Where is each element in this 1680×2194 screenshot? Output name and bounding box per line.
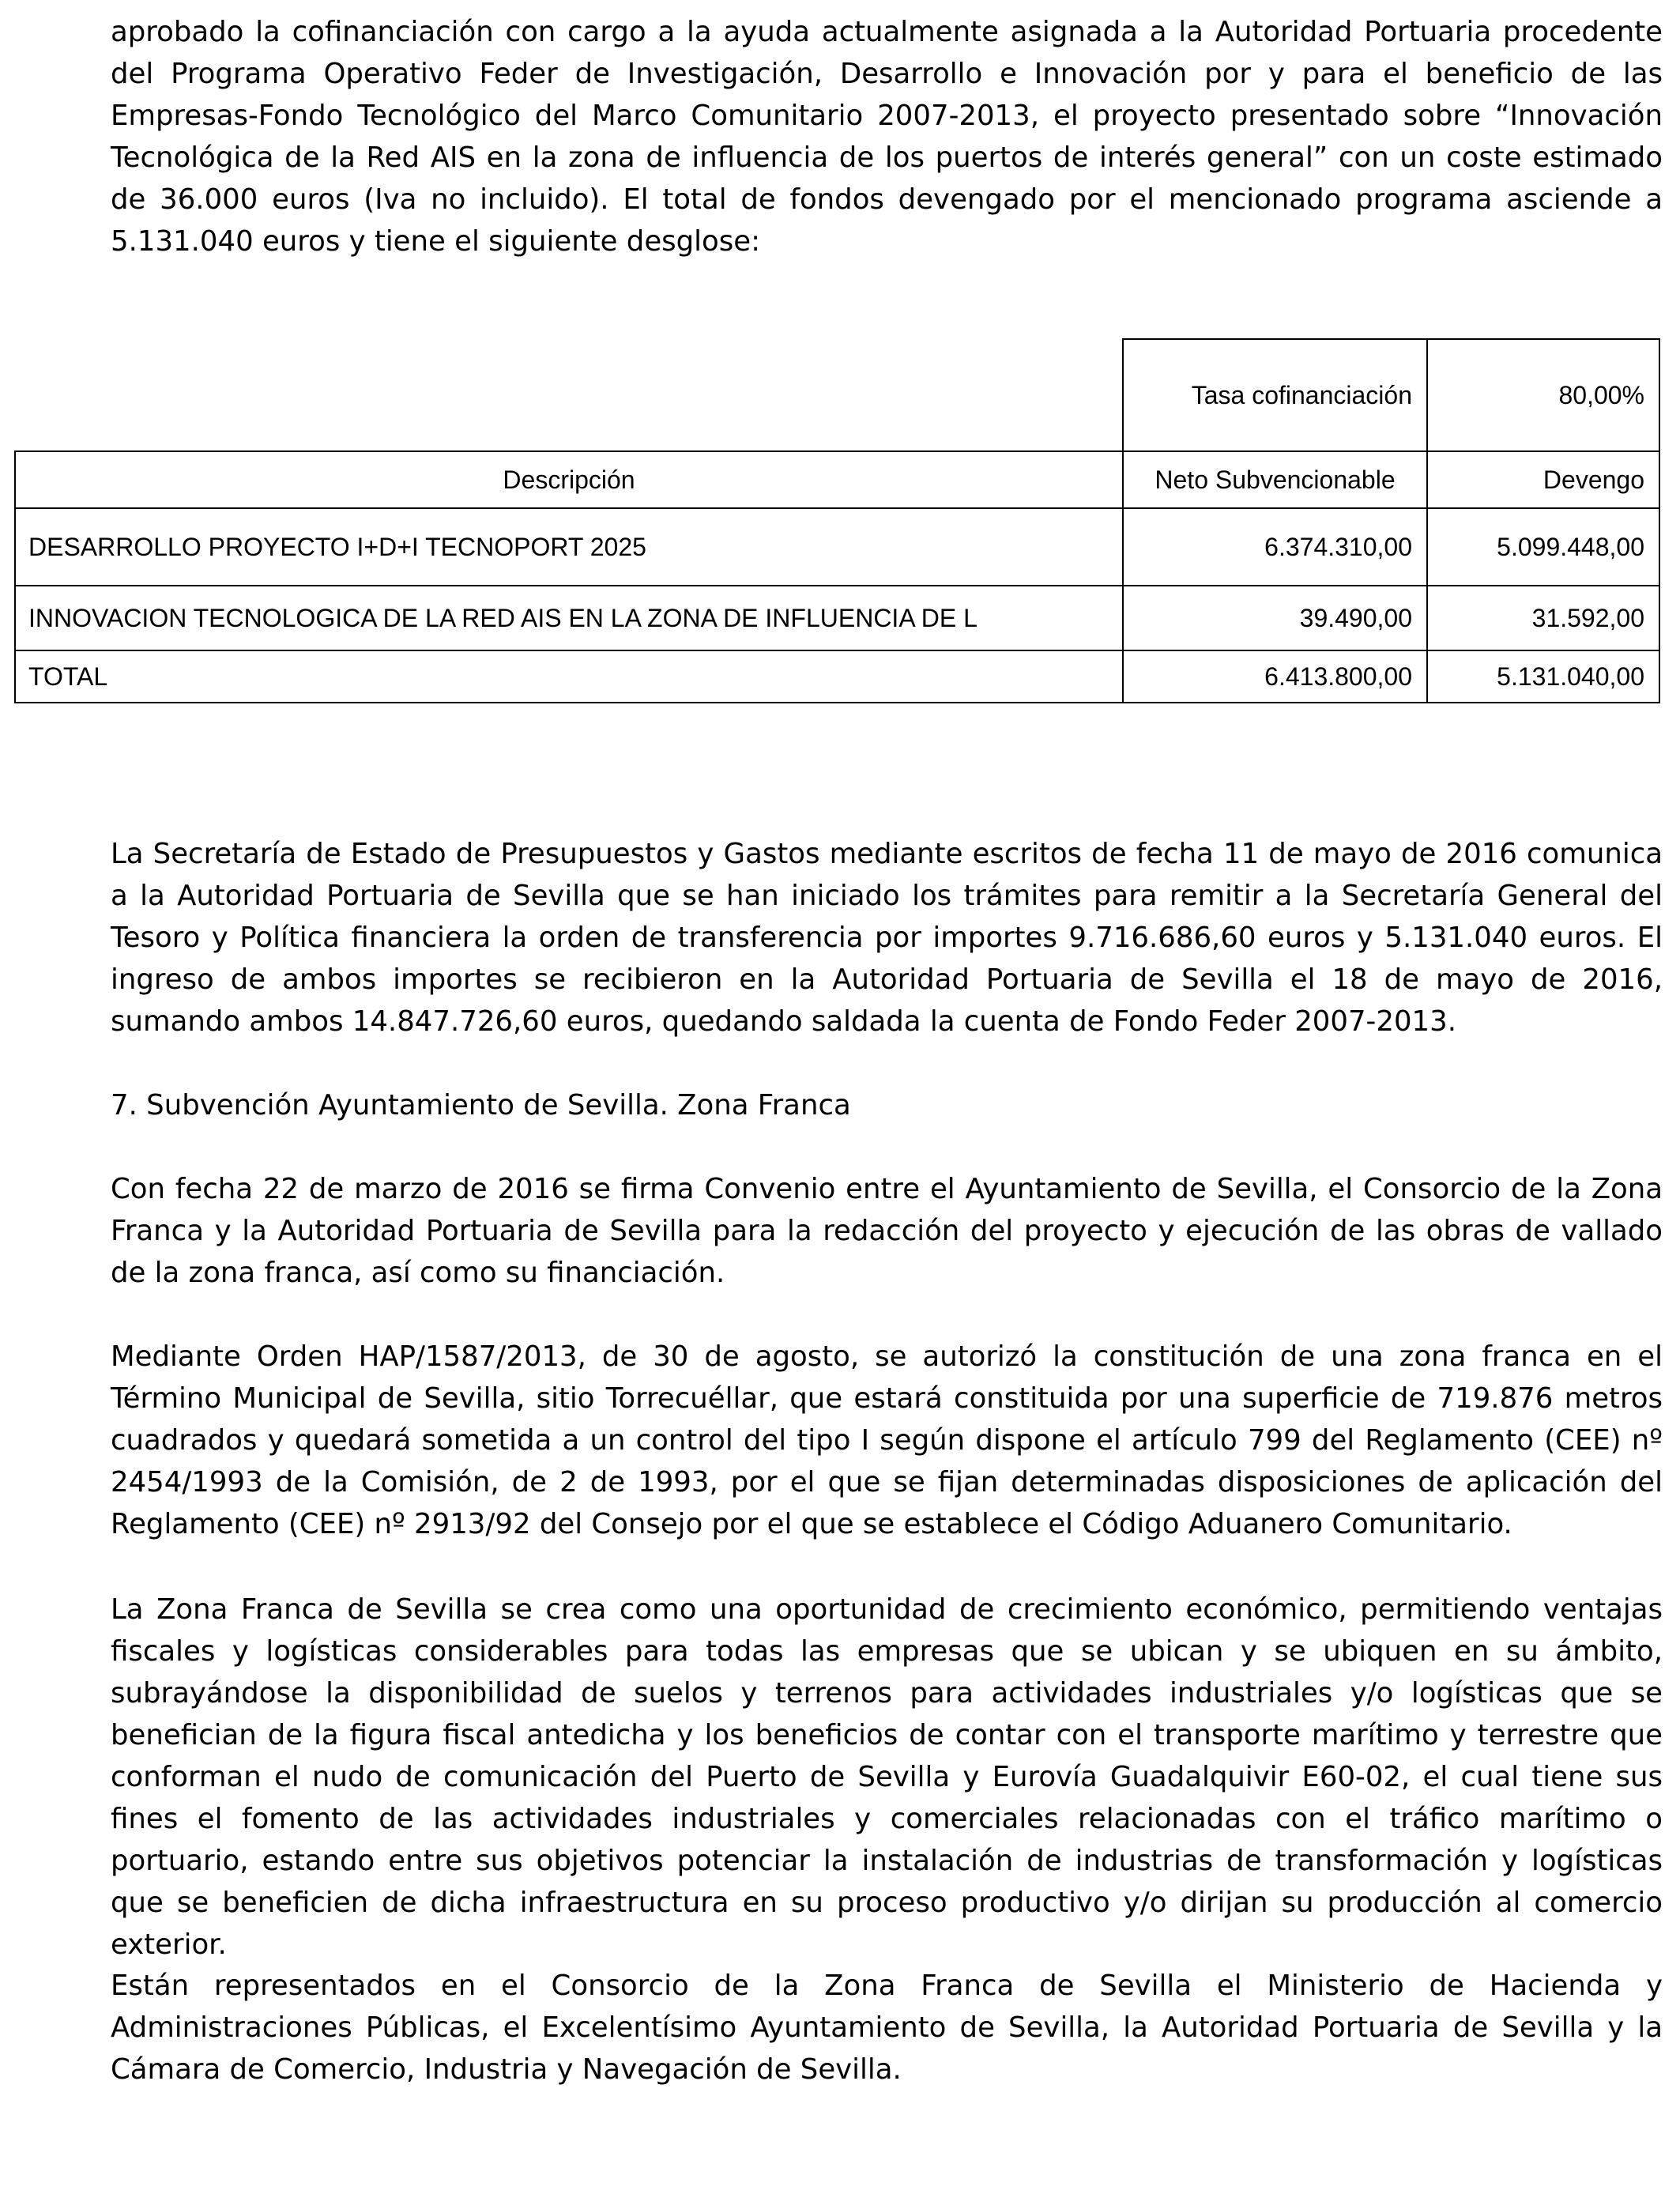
header-devengo: Devengo: [1426, 450, 1660, 509]
paragraph-consorcio: Están representados en el Consorcio de la Zona Franca de Sevilla el Ministerio de Hacienda y Administraciones Públicas, el Excelentísimo Ayuntamiento de Sevilla, la Autoridad Portuaria de Sevilla y la Cámara de Comercio, Industria y Navegación de Sevilla.: [111, 1970, 1663, 2086]
row-2-neto: 39.490,00: [1122, 585, 1428, 651]
header-neto: Neto Subvencionable: [1122, 450, 1428, 509]
paragraph-orden: Mediante Orden HAP/1587/2013, de 30 de agosto, se autorizó la constitución de una zona franca en el Término Municipal de Sevilla, sitio Torrecuéllar, que estará constituida por una superficie de 719.876 metros cuadrados y quedará sometida a un control del tipo I según dispone el artículo 799 del Reglamento (CEE) nº 2454/1993 de la Comisión, de 2 de 1993, por el que se fijan determinadas disposiciones de aplicación del Reglamento (CEE) nº 2913/92 del Consejo por el que se establece el Código Aduanero Comunitario.: [111, 1340, 1663, 1540]
paragraph-zona-franca: La Zona Franca de Sevilla se crea como una oportunidad de crecimiento económico, permitiendo ventajas fiscales y logísticas considerables para todas las empresas que se ubican y se ubiquen en su ámbito, subrayándose la disponibilidad de suelos y terrenos para actividades industriales y/o logísticas que se benefician de la figura fiscal antedicha y los beneficios de contar con el transporte marítimo y terrestre que conforman el nudo de comunicación del Puerto de Sevilla y Eurovía Guadalquivir E60-02, el cual tiene sus fines el fomento de las actividades industriales y comerciales relacionadas con el tráfico marítimo o portuario, estando entre sus objetivos potenciar la instalación de industrias de transformación y logísticas que se beneficien de dicha infraestructura en su proceso productivo y/o dirijan su producción al comercio exterior.: [111, 1593, 1663, 1961]
section-heading-7: 7. Subvención Ayuntamiento de Sevilla. Zona Franca: [111, 1089, 851, 1122]
total-devengo: 5.131.040,00: [1426, 650, 1660, 703]
total-label: TOTAL: [14, 650, 1124, 703]
paragraph-transfer: La Secretaría de Estado de Presupuestos y Gastos mediante escritos de fecha 11 de mayo de 2016 comunica a la Autoridad Portuaria de Sevilla que se han iniciado los trámites para remitir a la Secretaría General del Tesoro y Política financiera la orden de transferencia por importes 9.716.686,60 euros y 5.131.040 euros. El ingreso de ambos importes se recibieron en la Autoridad Portuaria de Sevilla el 18 de mayo de 2016, sumando ambos 14.847.726,60 euros, quedando saldada la cuenta de Fondo Feder 2007-2013.: [111, 838, 1663, 1038]
total-neto: 6.413.800,00: [1122, 650, 1428, 703]
row-1-devengo: 5.099.448,00: [1426, 507, 1660, 586]
header-description: Descripción: [14, 450, 1124, 509]
paragraph-intro: aprobado la cofinanciación con cargo a la ayuda actualmente asignada a la Autoridad Portuaria procedente del Programa Operativo Feder de Investigación, Desarrollo e Innovación por y para el beneficio de las Empresas-Fondo Tecnológico del Marco Comunitario 2007-2013, el proyecto presentado sobre “Innovación Tecnológica de la Red AIS en la zona de influencia de los puertos de interés general” con un coste estimado de 36.000 euros (Iva no incluido). El total de fondos devengado por el mencionado programa asciende a 5.131.040 euros y tiene el siguiente desglose:: [111, 16, 1663, 258]
rate-label-cell: Tasa cofinanciación: [1122, 338, 1428, 452]
rate-value-cell: 80,00%: [1426, 338, 1660, 452]
paragraph-convenio: Con fecha 22 de marzo de 2016 se firma Convenio entre el Ayuntamiento de Sevilla, el Consorcio de la Zona Franca y la Autoridad Portuaria de Sevilla para la redacción del proyecto y ejecución de las obras de vallado de la zona franca, así como su financiación.: [111, 1173, 1663, 1289]
row-1-description: DESARROLLO PROYECTO I+D+I TECNOPORT 2025: [14, 507, 1124, 586]
row-1-neto: 6.374.310,00: [1122, 507, 1428, 586]
row-2-devengo: 31.592,00: [1426, 585, 1660, 651]
row-2-description: INNOVACION TECNOLOGICA DE LA RED AIS EN LA ZONA DE INFLUENCIA DE L: [14, 585, 1124, 651]
